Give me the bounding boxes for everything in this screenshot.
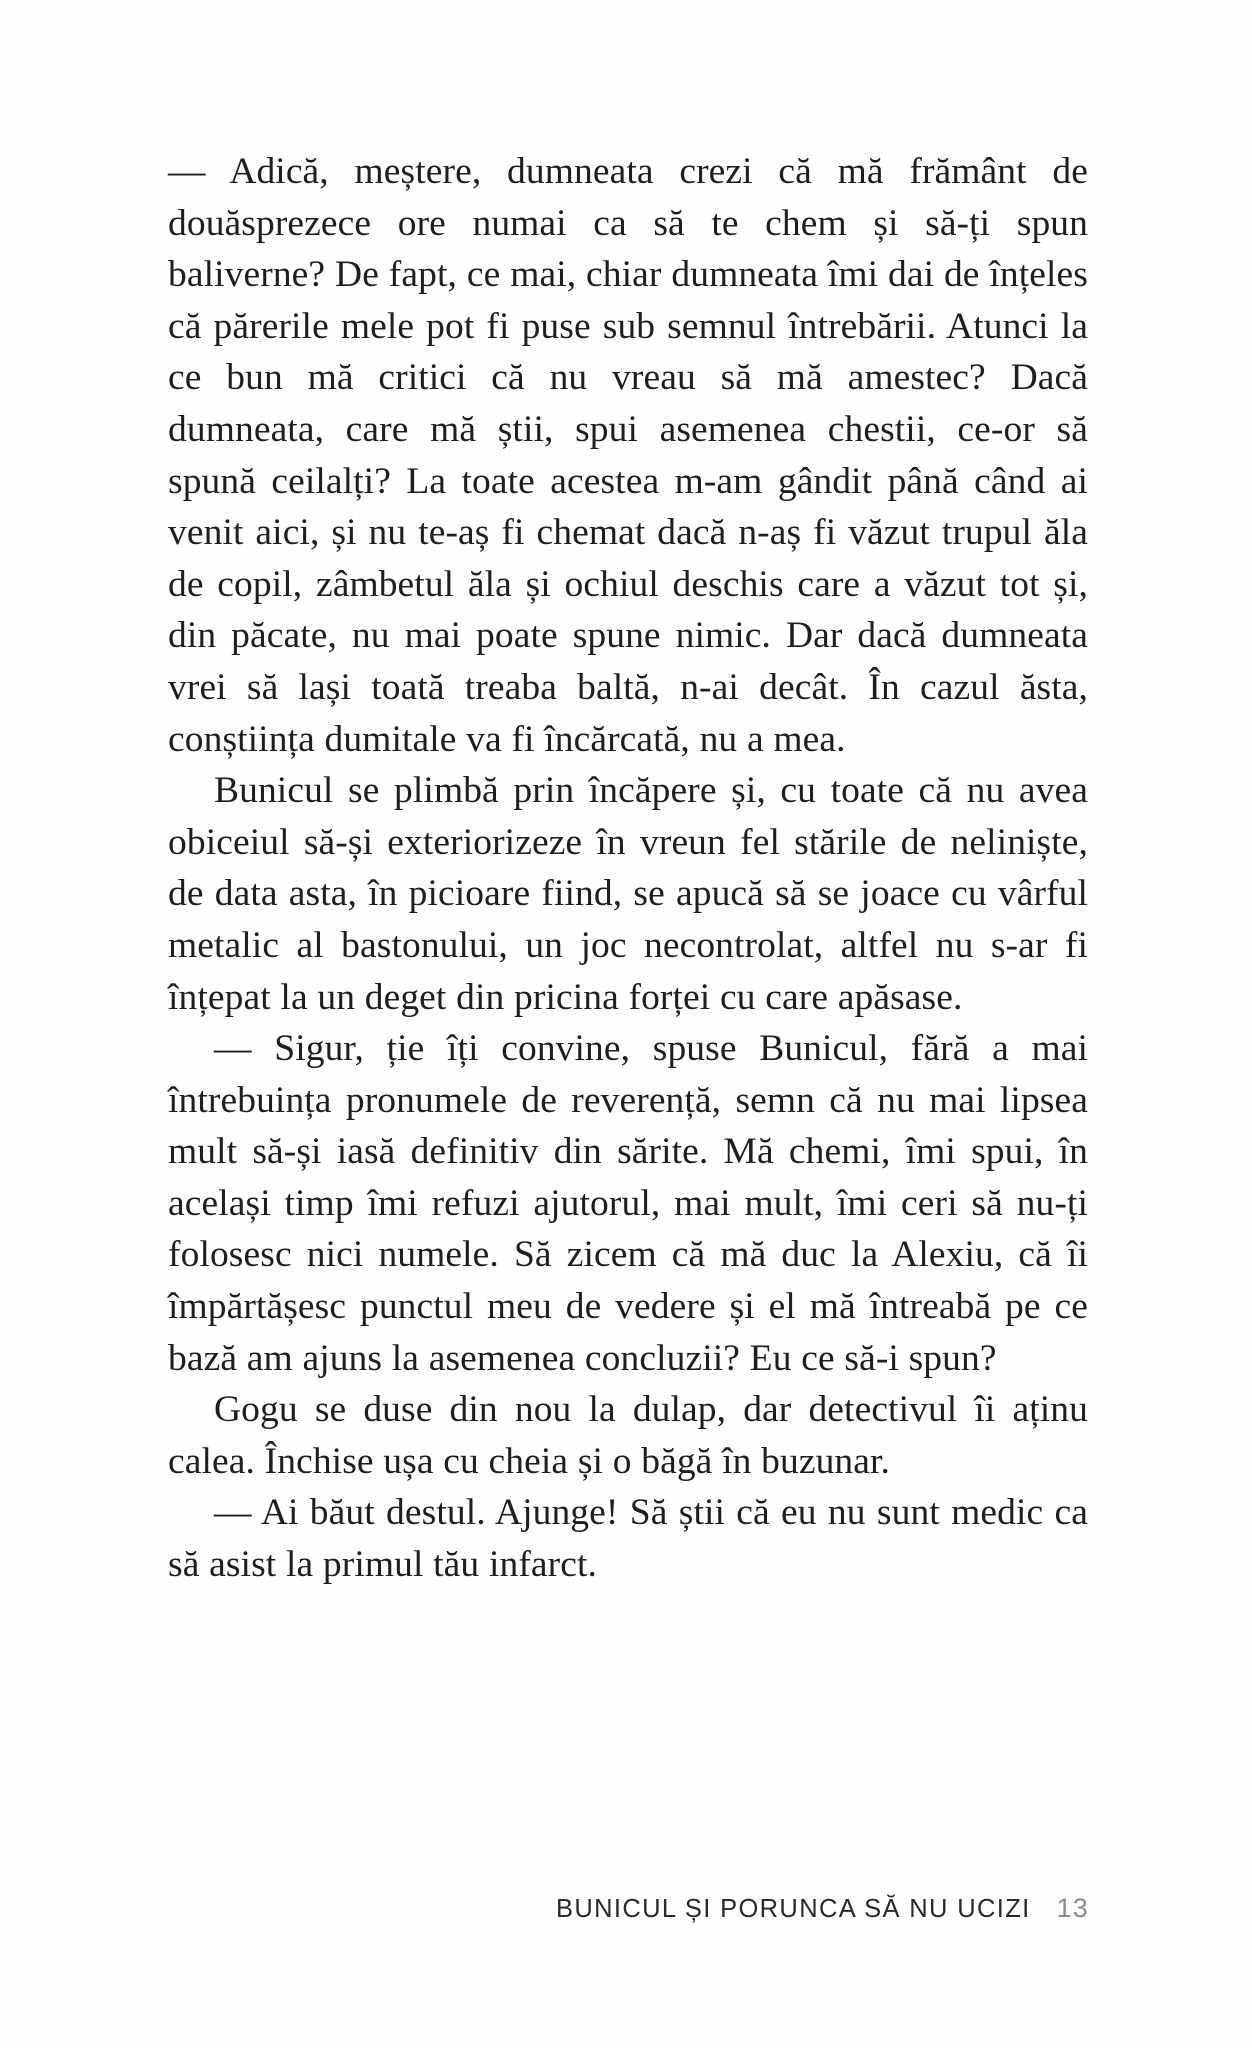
paragraph: Gogu se duse din nou la dulap, dar detectivul îi aținu calea. Închise ușa cu cheia și o băgă în buzunar. (168, 1389, 1088, 1482)
paragraph: — Sigur, ție îți convine, spuse Bunicul, fără a mai întrebuința pronumele de reverență, semn că nu mai lipsea mult să-și iasă definitiv din sărite. Mă chemi, îmi spui, în același timp îmi refuzi ajutorul, mai mult, îmi ceri să nu-ți folosesc nici numele. Să zicem că mă duc la Alexiu, că îi împărtășesc punctul meu de vedere și el mă întreabă pe ce bază am ajuns la asemenea concluzii? Eu ce să-i spun? (168, 1028, 1088, 1379)
body-text-block (168, 146, 1088, 1591)
page-number: 13 (1056, 1893, 1089, 1923)
running-head: BUNICUL ȘI PORUNCA SĂ NU UCIZI (556, 1895, 1031, 1923)
paragraph: — Ai băut destul. Ajunge! Să știi că eu nu sunt medic ca să asist la primul tău infarct. (168, 1492, 1088, 1586)
paragraph: Bunicul se plimbă prin încăpere și, cu toate că nu avea obiceiul să-și exteriorizeze în vreun fel stările de neliniște, de data asta, în picioare fiind, se apucă să se joace cu vârful metalic al bastonului, un joc necontrolat, altfel nu s-ar fi înțepat la un deget din pricina forței cu care apăsase. (168, 770, 1088, 1018)
footer-inner (556, 1893, 1089, 1924)
page-footer (0, 1893, 1252, 1947)
paragraph: — Adică, meștere, dumneata crezi că mă frământ de douăsprezece ore numai ca să te chem și să-ți spun balivernе? De fapt, ce mai, chiar dumneata îmi dai de înțeles că părerile mele pot fi puse sub semnul întrebării. Atunci la ce bun mă critici că nu vreau să mă amestec? Dacă dumneata, care mă știi, spui asemenea chestii, ce-or să spună ceilalți? La toate acestea m-am gândit până când ai venit aici, și nu te-aș fi chemat dacă n-aș fi văzut trupul ăla de copil, zâmbetul ăla și ochiul deschis care a văzut tot și, din păcate, nu mai poate spune nimic. Dar dacă dumneata vrei să lași toată treaba baltă, n-ai decât. În cazul ăsta, conștiința dumitale va fi încărcată, nu a mea. (168, 151, 1088, 760)
